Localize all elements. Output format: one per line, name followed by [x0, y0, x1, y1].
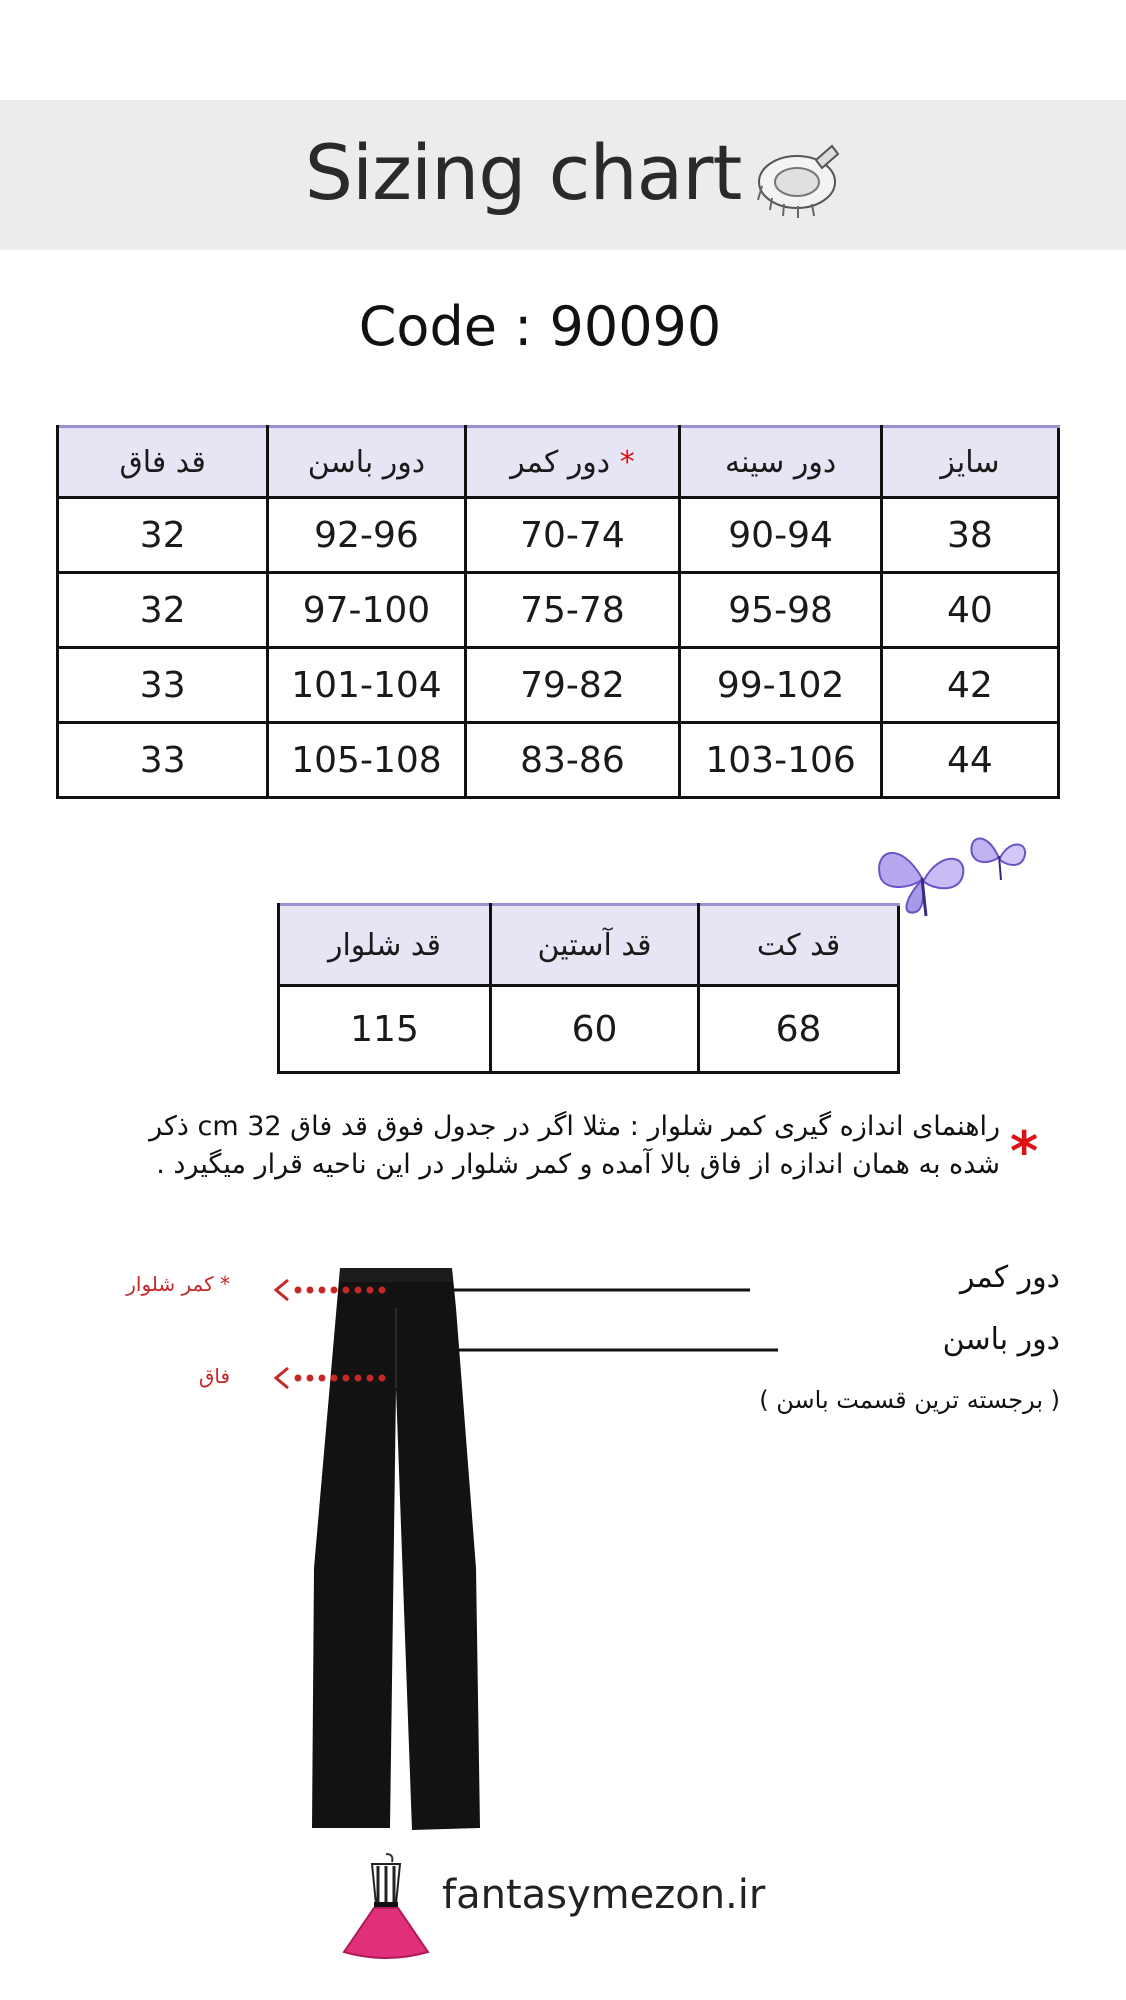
header-waist	[465, 427, 680, 498]
header-pants-length: قد شلوار	[279, 905, 491, 986]
measurement-table	[277, 903, 900, 1074]
header-waist-label: دور کمر	[510, 444, 611, 480]
butterfly-small-icon	[964, 820, 1034, 890]
header-chest: دور سینه	[680, 427, 882, 498]
cell-rise: 32	[58, 573, 268, 648]
cell-rise: 32	[58, 498, 268, 573]
crotch-label: فاق	[198, 1364, 230, 1388]
size-table	[56, 425, 1060, 799]
cell-jacket-length: 68	[699, 986, 899, 1073]
hip-label: دور باسن	[942, 1322, 1060, 1357]
cell-size: 44	[881, 723, 1058, 798]
cell-size: 40	[881, 573, 1058, 648]
header-hip: دور باسن	[268, 427, 465, 498]
cell-rise: 33	[58, 648, 268, 723]
hip-note: ( برجسته ترین قسمت باسن )	[759, 1386, 1060, 1414]
cell-pants-length: 115	[279, 986, 491, 1073]
measuring-note	[40, 1108, 1000, 1184]
header-sleeve-length: قد آستین	[491, 905, 699, 986]
measurement-table-header	[279, 905, 899, 986]
cell-waist: 75-78	[465, 573, 680, 648]
cell-sleeve-length: 60	[491, 986, 699, 1073]
cell-hip: 97-100	[268, 573, 465, 648]
header-jacket-length: قد کت	[699, 905, 899, 986]
cell-waist: 83-86	[465, 723, 680, 798]
measuring-tape-icon	[752, 140, 842, 220]
cell-size: 38	[881, 498, 1058, 573]
table-row	[279, 986, 899, 1073]
product-code: Code : 90090	[358, 295, 722, 358]
cell-chest: 95-98	[680, 573, 882, 648]
cell-waist: 70-74	[465, 498, 680, 573]
cell-chest: 103-106	[680, 723, 882, 798]
table-row	[58, 723, 1059, 798]
table-row	[58, 498, 1059, 573]
cell-hip: 105-108	[268, 723, 465, 798]
cell-hip: 101-104	[268, 648, 465, 723]
cell-hip: 92-96	[268, 498, 465, 573]
note-line-2: شده به همان اندازه از فاق بالا آمده و کمر شلوار در این ناحیه قرار میگیرد .	[156, 1149, 1000, 1180]
cell-chest: 99-102	[680, 648, 882, 723]
red-dotted-arrows	[270, 1270, 410, 1390]
pants-waist-label: * کمر شلوار	[126, 1272, 230, 1296]
header-size: سایز	[881, 427, 1058, 498]
header-rise: قد فاق	[58, 427, 268, 498]
note-line-1: راهنمای اندازه گیری کمر شلوار : مثلا اگر در جدول فوق قد فاق 32 cm ذکر	[149, 1111, 1000, 1142]
brand-name: fantasymezon.ir	[442, 1872, 766, 1918]
page-title: Sizing chart	[304, 128, 742, 217]
size-table-header	[58, 427, 1059, 498]
cell-size: 42	[881, 648, 1058, 723]
note-star: *	[1010, 1120, 1039, 1183]
waist-star: *	[619, 444, 635, 480]
cell-chest: 90-94	[680, 498, 882, 573]
cell-waist: 79-82	[465, 648, 680, 723]
table-row	[58, 648, 1059, 723]
cell-rise: 33	[58, 723, 268, 798]
waist-label: دور کمر	[959, 1260, 1060, 1295]
table-row	[58, 573, 1059, 648]
dress-logo-icon	[336, 1852, 436, 1962]
